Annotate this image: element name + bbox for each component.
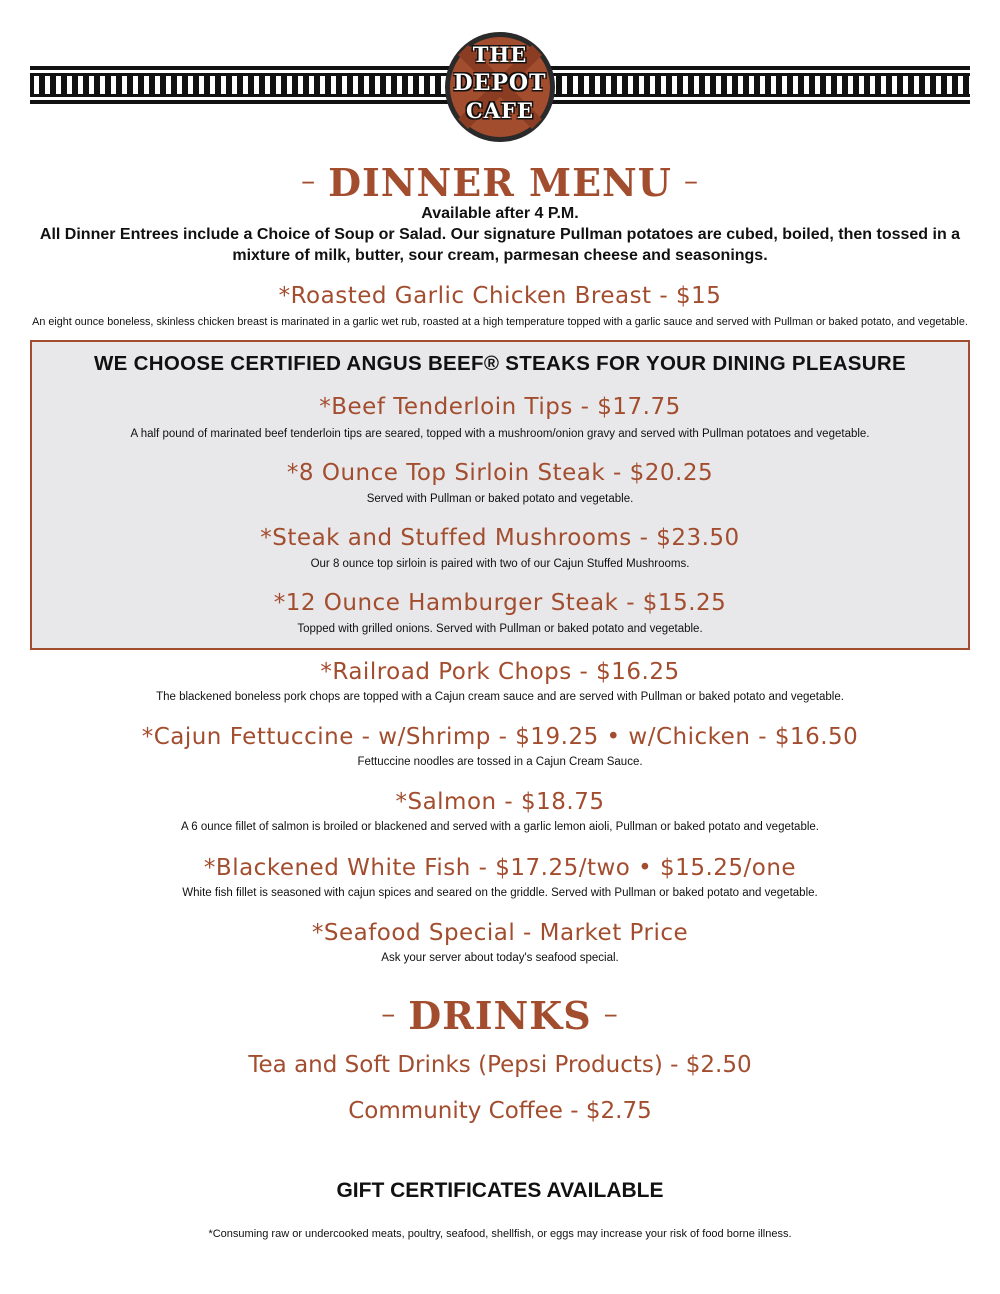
rail-tie xyxy=(155,76,160,94)
steak-item-title: *Steak and Stuffed Mushrooms - $23.50 xyxy=(260,525,740,551)
rail-tie xyxy=(386,76,391,94)
rail-tie xyxy=(210,76,215,94)
rail-tie xyxy=(133,76,138,94)
rail-tie xyxy=(815,76,820,94)
rail-tie xyxy=(342,76,347,94)
steak-section-box xyxy=(30,340,970,650)
menu-item-title: *Salmon - $18.75 xyxy=(395,789,605,815)
title-dash-left: – xyxy=(301,164,317,197)
title-dash-right: – xyxy=(683,164,699,197)
rail-tie xyxy=(89,76,94,94)
steak-item-description: Served with Pullman or baked potato and vegetable. xyxy=(366,493,634,505)
steak-item-description: Topped with grilled onions. Served with Pullman or baked potato and vegetable. xyxy=(297,623,703,635)
gift-certificates-notice: GIFT CERTIFICATES AVAILABLE xyxy=(336,1179,664,1202)
menu-item-title: *Railroad Pork Chops - $16.25 xyxy=(320,659,680,685)
menu-item-description: Ask your server about today's seafood special. xyxy=(381,952,619,964)
rail-tie xyxy=(870,76,875,94)
steak-item-description: Our 8 ounce top sirloin is paired with two of our Cajun Stuffed Mushrooms. xyxy=(310,558,690,570)
dinner-menu-title-text: DINNER MENU xyxy=(328,160,672,205)
drink-item: Community Coffee - $2.75 xyxy=(348,1098,652,1124)
rail-tie xyxy=(672,76,677,94)
rail-tie xyxy=(188,76,193,94)
rail-tie xyxy=(430,76,435,94)
rail-tie xyxy=(617,76,622,94)
food-safety-disclaimer: *Consuming raw or undercooked meats, poultry, seafood, shellfish, or eggs may increase your risk of food borne illness. xyxy=(208,1228,792,1240)
rail-tie xyxy=(848,76,853,94)
rail-tie xyxy=(716,76,721,94)
dinner-menu-title xyxy=(0,160,1000,205)
rail-tie xyxy=(144,76,149,94)
rail-tie xyxy=(56,76,61,94)
rail-tie xyxy=(826,76,831,94)
rail-tie xyxy=(804,76,809,94)
depot-cafe-logo xyxy=(443,30,557,144)
menu-item-description: White fish fillet is seasoned with cajun spices and seared on the griddle. Served with Pullman or baked potato and vegetable. xyxy=(182,887,818,899)
steak-item-title: *Beef Tenderloin Tips - $17.75 xyxy=(319,394,681,420)
rail-tie xyxy=(375,76,380,94)
menu-item-description: The blackened boneless pork chops are topped with a Cajun cream sauce and are served with Pullman or baked potato and vegetable. xyxy=(156,691,844,703)
rail-tie xyxy=(628,76,633,94)
rail-tie xyxy=(78,76,83,94)
rail-tie xyxy=(122,76,127,94)
title-dash-right: – xyxy=(603,997,619,1030)
rail-tie xyxy=(232,76,237,94)
rail-tie xyxy=(903,76,908,94)
rail-tie xyxy=(100,76,105,94)
rail-tie xyxy=(584,76,589,94)
rail-tie xyxy=(837,76,842,94)
rail-tie xyxy=(914,76,919,94)
rail-tie xyxy=(397,76,402,94)
rail-tie xyxy=(661,76,666,94)
rail-tie xyxy=(309,76,314,94)
rail-tie xyxy=(881,76,886,94)
rail-tie xyxy=(320,76,325,94)
rail-tie xyxy=(738,76,743,94)
logo-line-2: DEPOT xyxy=(453,70,547,96)
rail-tie xyxy=(331,76,336,94)
menu-item-title: *Seafood Special - Market Price xyxy=(311,920,689,946)
rail-tie xyxy=(727,76,732,94)
rail-tie xyxy=(947,76,952,94)
intro-line-2: mixture of milk, butter, sour cream, parmesan cheese and seasonings. xyxy=(232,247,768,264)
rail-tie xyxy=(595,76,600,94)
rail-tie xyxy=(221,76,226,94)
rail-tie xyxy=(650,76,655,94)
rail-tie xyxy=(925,76,930,94)
rail-tie xyxy=(265,76,270,94)
rail-tie xyxy=(254,76,259,94)
rail-tie xyxy=(419,76,424,94)
rail-tie xyxy=(683,76,688,94)
steak-item-title: *8 Ounce Top Sirloin Steak - $20.25 xyxy=(286,460,714,486)
rail-tie xyxy=(969,76,970,94)
menu-item-title: *Cajun Fettuccine - w/Shrimp - $19.25 • w/Chicken - $16.50 xyxy=(141,724,859,750)
rail-tie xyxy=(34,76,39,94)
drink-item: Tea and Soft Drinks (Pepsi Products) - $2.50 xyxy=(248,1052,752,1078)
steak-section-heading: WE CHOOSE CERTIFIED ANGUS BEEF® STEAKS FOR YOUR DINING PLEASURE xyxy=(94,352,906,375)
rail-tie xyxy=(276,76,281,94)
drinks-title-text: DRINKS xyxy=(408,993,592,1038)
title-dash-left: – xyxy=(381,997,397,1030)
availability-note: Available after 4 P.M. xyxy=(421,205,579,222)
rail-tie xyxy=(243,76,248,94)
rail-tie xyxy=(782,76,787,94)
rail-tie xyxy=(364,76,369,94)
logo-line-1: THE xyxy=(472,42,528,67)
rail-tie xyxy=(793,76,798,94)
rail-tie xyxy=(199,76,204,94)
rail-tie xyxy=(639,76,644,94)
steak-item-description: A half pound of marinated beef tenderloin tips are seared, topped with a mushroom/onion gravy and served with Pullman potatoes and vegetable. xyxy=(130,428,870,440)
rail-tie xyxy=(177,76,182,94)
logo-line-3: CAFE xyxy=(466,98,534,123)
intro-line-1: All Dinner Entrees include a Choice of Soup or Salad. Our signature Pullman potatoes are cubed, boiled, then tossed in a xyxy=(39,226,961,243)
rail-tie xyxy=(166,76,171,94)
rail-tie xyxy=(892,76,897,94)
drinks-title xyxy=(0,993,1000,1038)
rail-tie xyxy=(760,76,765,94)
steak-item-title: *12 Ounce Hamburger Steak - $15.25 xyxy=(273,590,727,616)
rail-tie xyxy=(111,76,116,94)
menu-item-description: Fettuccine noodles are tossed in a Cajun Cream Sauce. xyxy=(357,756,643,768)
menu-item-title: *Roasted Garlic Chicken Breast - $15 xyxy=(278,283,722,309)
rail-tie xyxy=(606,76,611,94)
rail-tie xyxy=(859,76,864,94)
rail-tie xyxy=(287,76,292,94)
rail-tie xyxy=(705,76,710,94)
rail-tie xyxy=(694,76,699,94)
rail-tie xyxy=(573,76,578,94)
rail-tie xyxy=(45,76,50,94)
rail-tie xyxy=(936,76,941,94)
menu-item-title: *Blackened White Fish - $17.25/two • $15.25/one xyxy=(203,855,797,881)
rail-tie xyxy=(298,76,303,94)
rail-tie xyxy=(958,76,963,94)
rail-tie xyxy=(562,76,567,94)
rail-tie xyxy=(749,76,754,94)
rail-tie xyxy=(353,76,358,94)
rail-tie xyxy=(771,76,776,94)
menu-item-description: A 6 ounce fillet of salmon is broiled or blackened and served with a garlic lemon aioli, Pullman or baked potato and vegetable. xyxy=(181,821,819,833)
rail-tie xyxy=(67,76,72,94)
rail-tie xyxy=(408,76,413,94)
menu-item-description: An eight ounce boneless, skinless chicken breast is marinated in a garlic wet rub, roasted at a high temperature topped with a garlic sauce and served with Pullman or baked potato, and vegetable. xyxy=(32,316,968,328)
